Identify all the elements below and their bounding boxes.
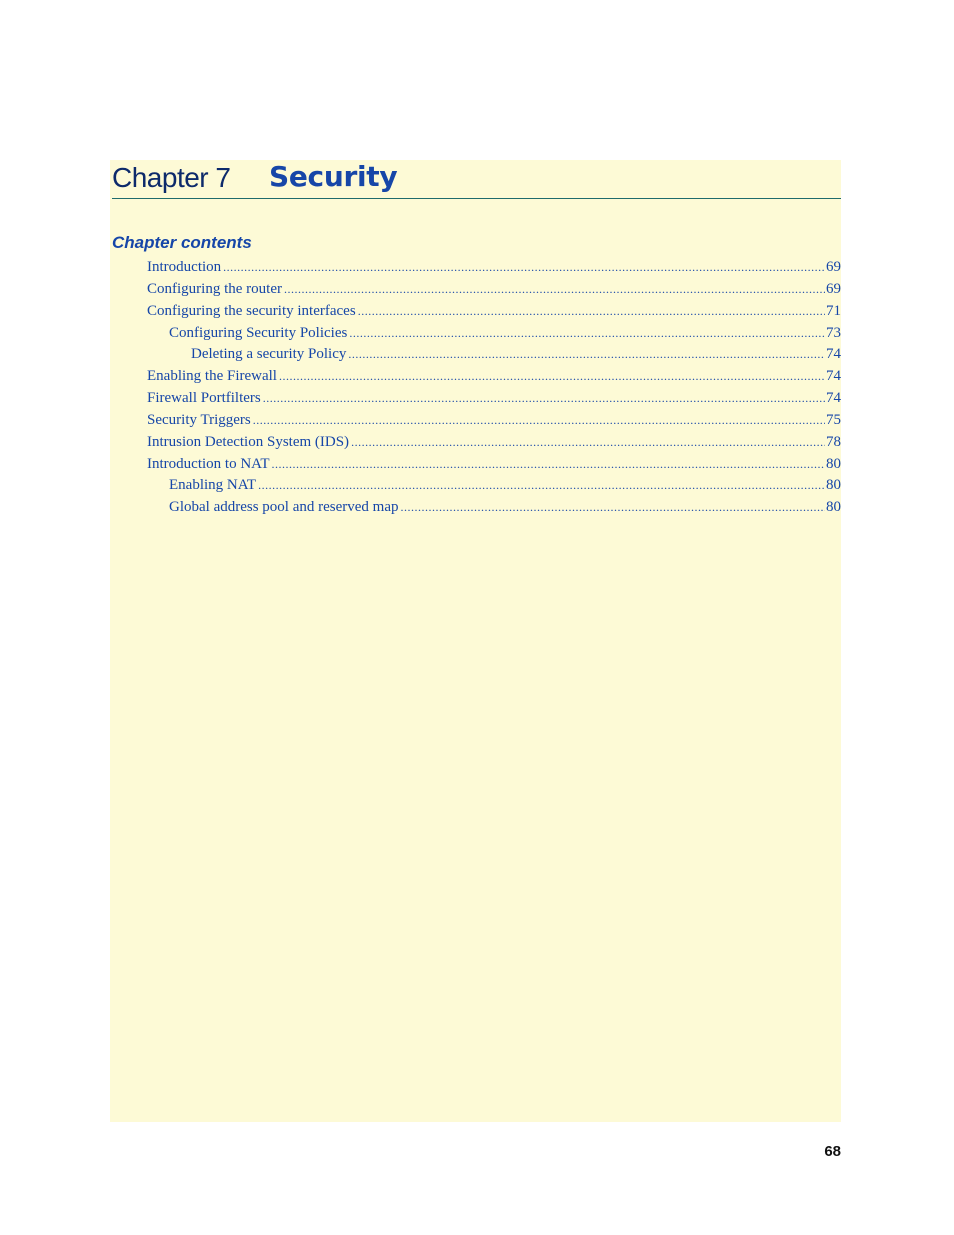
toc-entry-title: Introduction to NAT: [147, 456, 270, 472]
toc-entry-page: 74: [826, 368, 841, 384]
toc-entry[interactable]: [169, 477, 841, 497]
toc-entry-page: 73: [826, 325, 841, 341]
toc-leader: [284, 282, 825, 297]
toc-entry-title: Firewall Portfilters: [147, 390, 261, 406]
toc-entry-title: Intrusion Detection System (IDS): [147, 434, 350, 450]
toc-entry-page: 75: [826, 412, 841, 428]
toc-leader: [253, 413, 825, 428]
toc-entry-title: Configuring the security interfaces: [147, 303, 356, 319]
toc-entry[interactable]: [147, 259, 841, 279]
toc-entry[interactable]: [147, 281, 841, 301]
toc-entry[interactable]: [147, 434, 841, 454]
toc-entry-page: 74: [826, 390, 841, 406]
toc-entry[interactable]: [147, 456, 841, 476]
toc-entry[interactable]: [147, 390, 841, 410]
toc-entry-page: 78: [826, 434, 841, 450]
toc-entry-title: Introduction: [147, 259, 222, 275]
toc-entry-title: Configuring Security Policies: [169, 325, 348, 341]
toc-entry-title: Enabling the Firewall: [147, 368, 277, 384]
toc-entry-page: 80: [826, 477, 841, 493]
chapter-title: Security: [269, 160, 398, 193]
toc-entry-page: 69: [826, 281, 841, 297]
toc-entry[interactable]: [169, 499, 841, 519]
toc-entry[interactable]: [147, 412, 841, 432]
toc-entry-title: Configuring the router: [147, 281, 282, 297]
toc-leader: [279, 369, 825, 384]
toc-entry[interactable]: [169, 325, 841, 345]
toc-entry-title: Deleting a security Policy: [191, 346, 347, 362]
toc-entry-page: 71: [826, 303, 841, 319]
toc-entry-title: Security Triggers: [147, 412, 251, 428]
toc-leader: [263, 391, 825, 406]
toc-entry-page: 80: [826, 456, 841, 472]
toc-entry[interactable]: [191, 346, 841, 366]
toc-entry-page: 69: [826, 259, 841, 275]
page-number: 68: [824, 1143, 841, 1160]
toc-leader: [348, 347, 825, 362]
toc-leader: [401, 500, 825, 515]
toc-entry-title: Enabling NAT: [169, 477, 257, 493]
toc-leader: [271, 457, 825, 472]
toc-leader: [349, 326, 825, 341]
toc-leader: [223, 260, 825, 275]
contents-heading: Chapter contents: [112, 233, 252, 252]
toc-entry-page: 80: [826, 499, 841, 515]
toc-entry-title: Global address pool and reserved map: [169, 499, 399, 515]
chapter-header: [112, 160, 841, 199]
toc-leader: [351, 435, 825, 450]
toc-leader: [358, 304, 825, 319]
toc-entry[interactable]: [147, 303, 841, 323]
toc-leader: [258, 478, 825, 493]
chapter-label: Chapter 7: [112, 162, 231, 193]
toc-entry-page: 74: [826, 346, 841, 362]
toc-entry[interactable]: [147, 368, 841, 388]
